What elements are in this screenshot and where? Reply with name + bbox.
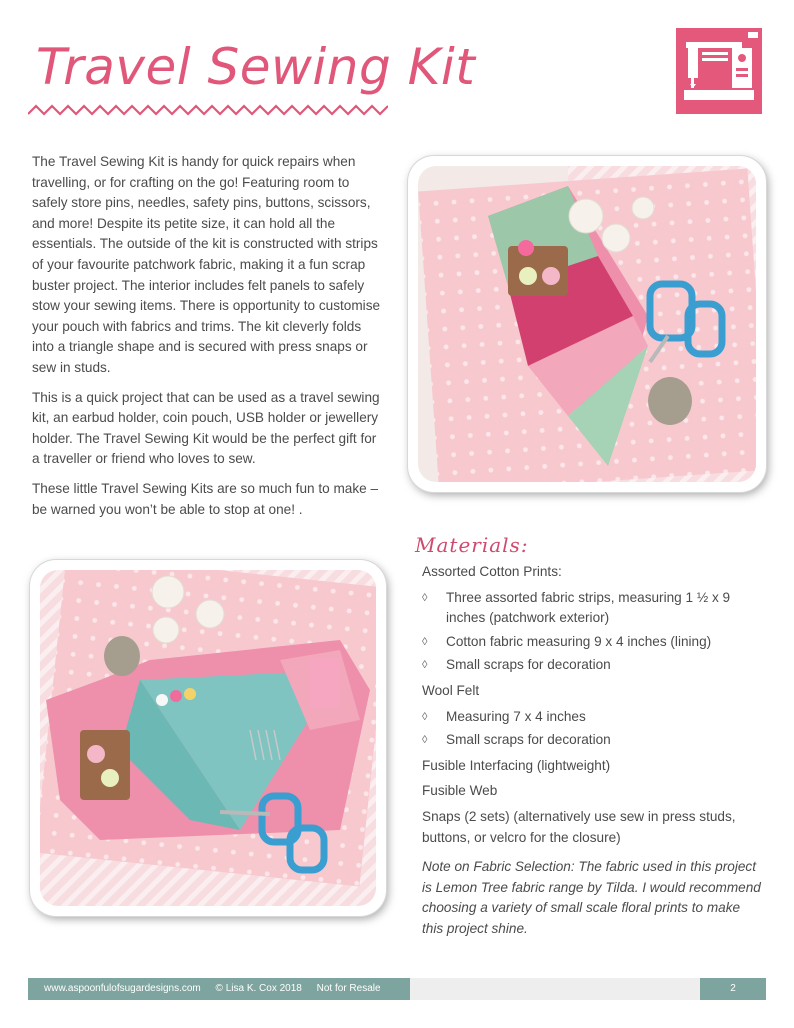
photo-folded-kit [408, 156, 766, 492]
list-item: ◊ Small scraps for decoration [422, 730, 762, 751]
list-item: ◊ Cotton fabric measuring 9 x 4 inches (lining) [422, 632, 762, 653]
materials-extra: Fusible Web [422, 783, 498, 799]
materials-group-heading: Assorted Cotton Prints: [422, 564, 562, 579]
footer [28, 978, 766, 1000]
intro-paragraph-1: The Travel Sewing Kit is handy for quick repairs when travelling, or for crafting on the go! Featuring room to safely store pins, needles, safety pins, buttons, scissors, and more! Despite its petite size, it can hold all the essentials. The outside of the kit is constructed with strips of your favourite patchwork fabric, making it a fun scrap buster project. The interior includes felt panels to safely stow your sewing items. There is opportunity to customise your pouch with fabrics and trims. The kit cleverly folds into a triangle shape and is secured with press snaps or sew in studs. [32, 154, 381, 375]
diamond-bullet-icon: ◊ [422, 659, 428, 672]
footer-copyright: © Lisa K. Cox 2018 [215, 983, 302, 994]
materials-group-heading: Wool Felt [422, 682, 480, 698]
page-number: 2 [700, 978, 766, 1000]
footer-spacer [410, 978, 700, 1000]
intro-paragraph-2: This is a quick project that can be used as a travel sewing kit, an earbud holder, coin pouch, USB holder or jewellery holder. The Travel Sewing Kit would be the perfect gift for a traveller or friend who loves to sew. [32, 389, 380, 467]
diamond-bullet-icon: ◊ [422, 591, 428, 604]
materials-extra: Fusible Interfacing (lightweight) [422, 757, 611, 773]
materials-list [422, 562, 762, 940]
materials-group-list [422, 707, 762, 751]
page-title: Travel Sewing Kit [36, 38, 476, 96]
footer-notice: Not for Resale [316, 983, 381, 994]
intro-text [32, 152, 384, 529]
fabric-note: Note on Fabric Selection: The fabric used in this project is Lemon Tree fabric range by Tilda. I would recommend choosing a variety of small scale floral prints to make this project shine. [422, 859, 761, 936]
zigzag-divider [28, 102, 388, 122]
intro-paragraph-3: These little Travel Sewing Kits are so much fun to make – be warned you won’t be able to stop at one! . [32, 480, 379, 517]
list-item: ◊ Three assorted fabric strips, measuring 1 ½ x 9 inches (patchwork exterior) [422, 589, 731, 626]
diamond-bullet-icon: ◊ [422, 635, 428, 648]
diamond-bullet-icon: ◊ [422, 734, 428, 747]
materials-group-list [422, 588, 762, 676]
sewing-machine-icon [674, 28, 764, 114]
list-item: ◊ Measuring 7 x 4 inches [422, 707, 762, 728]
materials-extra: Snaps (2 sets) (alternatively use sew in press studs, buttons, or velcro for the closure) [422, 808, 736, 845]
materials-heading: Materials: [415, 533, 529, 557]
footer-website: www.aspoonfulofsugardesigns.com [44, 983, 201, 994]
footer-info [28, 978, 410, 1000]
diamond-bullet-icon: ◊ [422, 710, 428, 723]
list-item: ◊ Small scraps for decoration [422, 655, 762, 676]
photo-open-kit [30, 560, 386, 916]
